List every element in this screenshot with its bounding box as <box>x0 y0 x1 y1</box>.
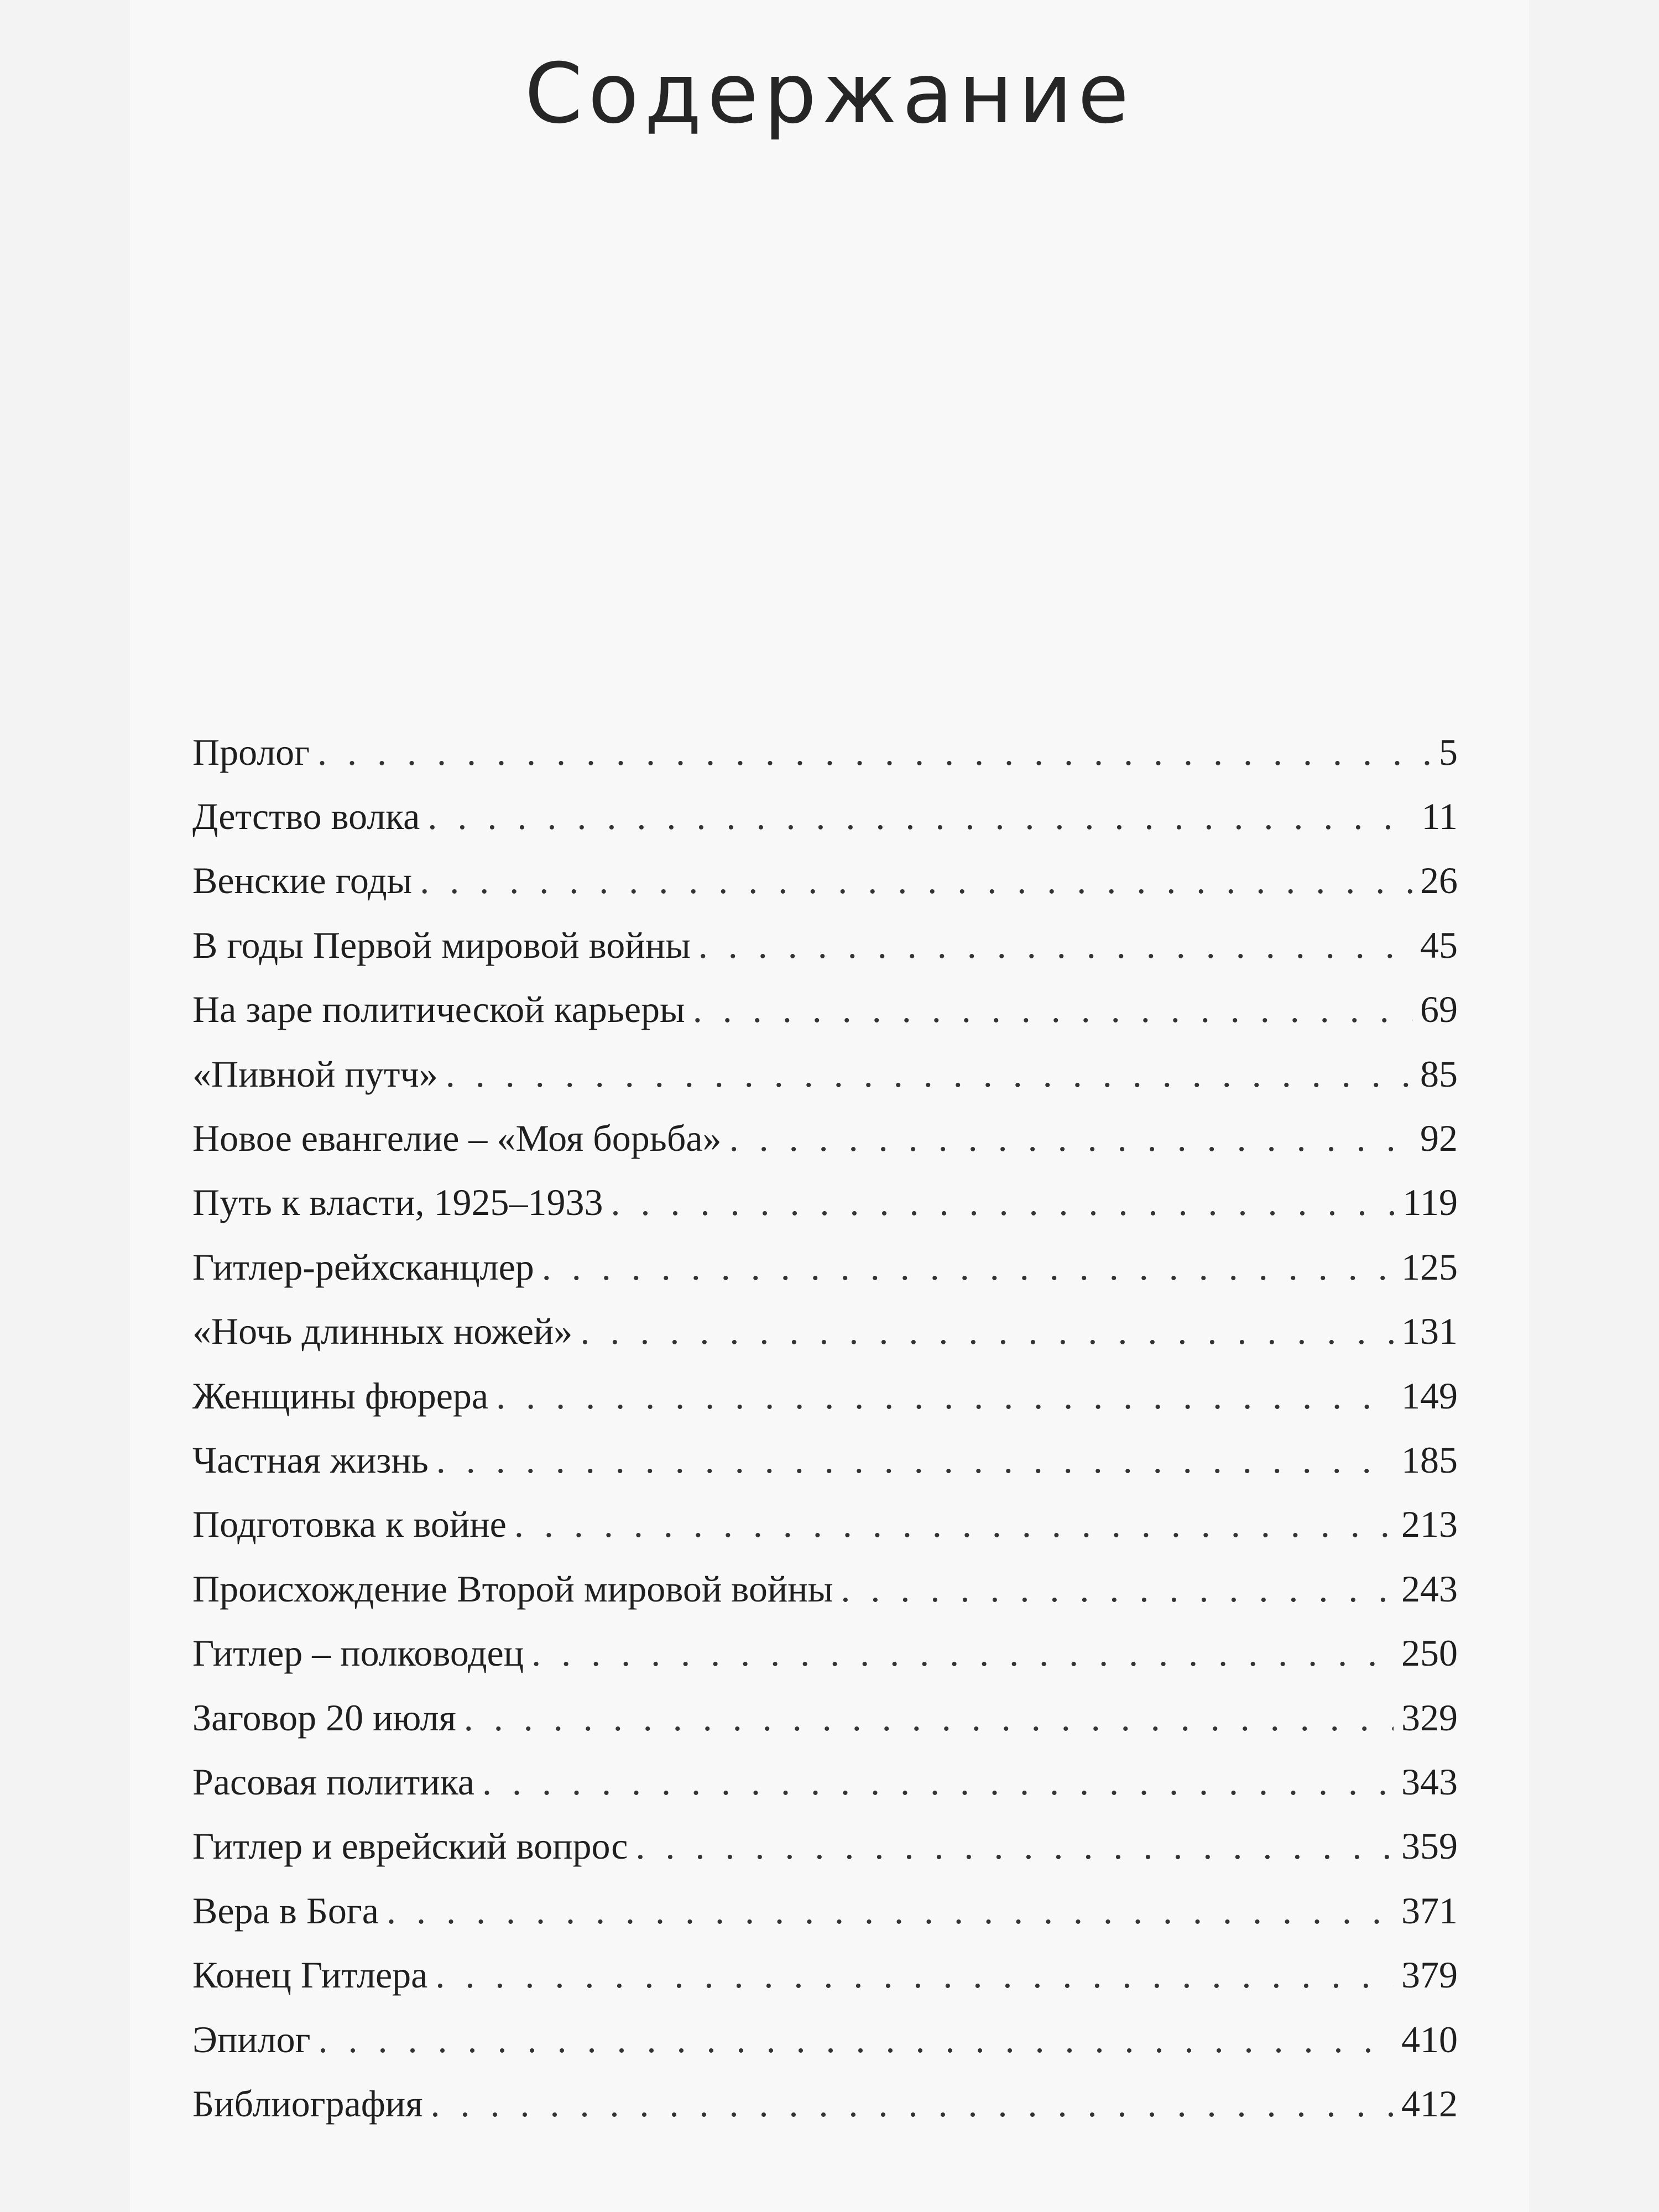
toc-entry-page: 5 <box>1439 731 1458 773</box>
toc-entry-title: Эпилог <box>192 2018 311 2060</box>
dot-leader <box>693 988 1412 1031</box>
toc-entry-title: Венские годы <box>192 859 413 902</box>
toc-entry-page: 45 <box>1420 924 1458 966</box>
toc-entry-title: «Пивной путч» <box>192 1052 438 1095</box>
toc-entry <box>192 913 1458 977</box>
toc-entry-page: 26 <box>1420 859 1458 902</box>
toc-entry-page: 371 <box>1401 1889 1458 1932</box>
toc-entry-page: 329 <box>1401 1696 1458 1739</box>
dot-leader <box>580 1310 1394 1353</box>
toc-entry <box>192 1879 1458 1943</box>
toc-entry-title: «Ночь длинных ножей» <box>192 1310 573 1353</box>
toc-entry-page: 359 <box>1401 1825 1458 1867</box>
dot-leader <box>436 1438 1394 1482</box>
dot-leader <box>464 1696 1394 1740</box>
dot-leader <box>430 2082 1394 2126</box>
toc-entry-page: 85 <box>1420 1052 1458 1095</box>
dot-leader <box>635 1824 1394 1868</box>
toc-entry <box>192 1235 1458 1299</box>
toc-entry-page: 243 <box>1401 1567 1458 1610</box>
toc-entry <box>192 2072 1458 2136</box>
toc-entry <box>192 1943 1458 2007</box>
toc-entry-page: 119 <box>1402 1181 1458 1224</box>
toc-entry-page: 185 <box>1401 1438 1458 1481</box>
toc-entry-page: 412 <box>1401 2082 1458 2125</box>
toc-entry <box>192 720 1458 784</box>
toc-entry-title: Гитлер – полководец <box>192 1632 524 1674</box>
toc-entry <box>192 1428 1458 1492</box>
toc-entry-title: В годы Первой мировой войны <box>192 924 691 966</box>
dot-leader <box>729 1117 1412 1160</box>
toc-entry-page: 92 <box>1420 1117 1458 1160</box>
toc-entry-page: 69 <box>1420 988 1458 1031</box>
toc-entry-title: Гитлер и еврейский вопрос <box>192 1825 628 1867</box>
toc-entry-page: 11 <box>1421 795 1458 838</box>
toc-entry <box>192 1621 1458 1685</box>
toc-entry <box>192 1814 1458 1879</box>
dot-leader <box>841 1567 1394 1611</box>
dot-leader <box>435 1953 1394 1997</box>
dot-leader <box>387 1889 1394 1933</box>
toc-entry <box>192 1042 1458 1106</box>
toc-entry <box>192 1171 1458 1235</box>
toc-entry-page: 131 <box>1401 1310 1458 1353</box>
toc-entry-page: 379 <box>1401 1954 1458 1996</box>
toc-entry-title: Вера в Бога <box>192 1889 379 1932</box>
toc-entry-title: Заговор 20 июля <box>192 1696 456 1739</box>
toc-entry <box>192 849 1458 913</box>
toc-entry-page: 213 <box>1401 1503 1458 1546</box>
toc-entry <box>192 2007 1458 2072</box>
page-title: Содержание <box>524 46 1135 142</box>
toc-entry-page: 149 <box>1401 1374 1458 1417</box>
toc-entry-title: Частная жизнь <box>192 1438 429 1481</box>
toc-entry-title: Расовая политика <box>192 1760 474 1803</box>
toc-entry <box>192 978 1458 1042</box>
toc-entry-title: Детство волка <box>192 795 420 838</box>
dot-leader <box>698 924 1412 967</box>
toc-entry <box>192 1300 1458 1364</box>
toc-entry <box>192 1686 1458 1750</box>
dot-leader <box>420 859 1412 902</box>
toc-entry-title: Происхождение Второй мировой войны <box>192 1567 833 1610</box>
dot-leader <box>514 1503 1394 1546</box>
toc-entry <box>192 1557 1458 1621</box>
table-of-contents <box>192 720 1458 2136</box>
toc-entry-title: Новое евангелие – «Моя борьба» <box>192 1117 722 1160</box>
dot-leader <box>446 1052 1412 1096</box>
toc-entry-title: Гитлер-рейхсканцлер <box>192 1245 534 1288</box>
toc-entry-title: Подготовка к войне <box>192 1503 507 1546</box>
toc-entry-page: 343 <box>1401 1760 1458 1803</box>
toc-entry-page: 125 <box>1401 1245 1458 1288</box>
toc-entry <box>192 1750 1458 1814</box>
dot-leader <box>531 1631 1394 1675</box>
dot-leader <box>496 1374 1394 1418</box>
dot-leader <box>317 731 1431 774</box>
dot-leader <box>319 2018 1394 2062</box>
toc-entry-title: Пролог <box>192 731 310 773</box>
toc-entry-title: Путь к власти, 1925–1933 <box>192 1181 603 1224</box>
dot-leader <box>482 1760 1394 1804</box>
toc-entry <box>192 1364 1458 1428</box>
toc-entry <box>192 784 1458 848</box>
toc-entry-title: Женщины фюрера <box>192 1374 489 1417</box>
toc-entry-title: Библиография <box>192 2082 423 2125</box>
toc-entry-page: 410 <box>1401 2018 1458 2060</box>
toc-entry-title: На заре политической карьеры <box>192 988 685 1031</box>
toc-entry <box>192 1493 1458 1557</box>
dot-leader <box>427 795 1413 838</box>
toc-entry <box>192 1106 1458 1170</box>
toc-entry-page: 250 <box>1401 1632 1458 1674</box>
dot-leader <box>542 1245 1394 1289</box>
toc-entry-title: Конец Гитлера <box>192 1954 428 1996</box>
dot-leader <box>611 1181 1395 1224</box>
